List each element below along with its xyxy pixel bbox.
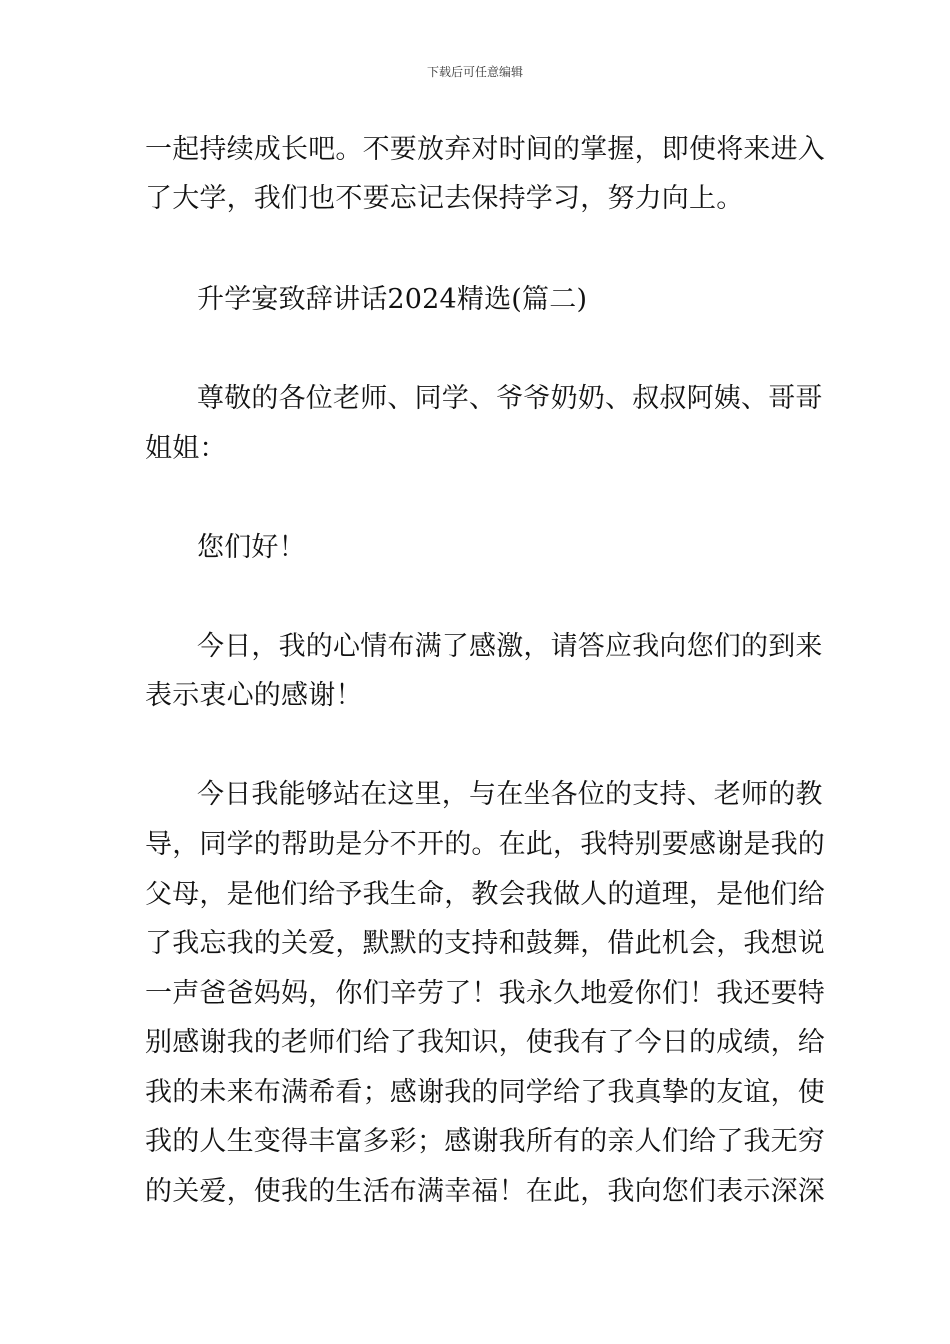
- paragraph-line: 了大学，我们也不要忘记去保持学习，努力向上。: [145, 183, 744, 214]
- salutation-line: 姐姐：: [145, 433, 227, 464]
- section-heading: 升学宴致辞讲话2024精选(篇二): [197, 284, 588, 315]
- paragraph-line: 的关爱，使我的生活布满幸福！在此，我向您们表示深深: [145, 1176, 825, 1207]
- paragraph-line: 一起持续成长吧。不要放弃对时间的掌握，即使将来进入: [145, 134, 825, 165]
- page-header: 下载后可任意编辑: [426, 65, 523, 79]
- paragraph-line: 导，同学的帮助是分不开的。在此，我特别要感谢是我的: [145, 829, 825, 860]
- paragraph-line: 今日，我的心情布满了感激，请答应我向您们的到来: [197, 631, 823, 662]
- paragraph-line: 父母，是他们给予我生命，教会我做人的道理，是他们给: [145, 879, 825, 910]
- paragraph-line: 表示衷心的感谢！: [145, 680, 363, 711]
- paragraph-line: 了我忘我的关爱，默默的支持和鼓舞，借此机会，我想说: [145, 928, 825, 959]
- paragraph-line: 我的未来布满希看；感谢我的同学给了我真挚的友谊，使: [145, 1077, 825, 1108]
- paragraph-line: 今日我能够站在这里，与在坐各位的支持、老师的教: [197, 779, 823, 810]
- paragraph-line: 一声爸爸妈妈，你们辛劳了！我永久地爱你们！我还要特: [145, 978, 825, 1009]
- greeting-line: 您们好！: [197, 532, 306, 563]
- paragraph-line: 别感谢我的老师们给了我知识，使我有了今日的成绩，给: [145, 1027, 825, 1058]
- salutation-line: 尊敬的各位老师、同学、爷爷奶奶、叔叔阿姨、哥哥: [197, 383, 823, 414]
- paragraph-line: 我的人生变得丰富多彩；感谢我所有的亲人们给了我无穷: [145, 1126, 825, 1157]
